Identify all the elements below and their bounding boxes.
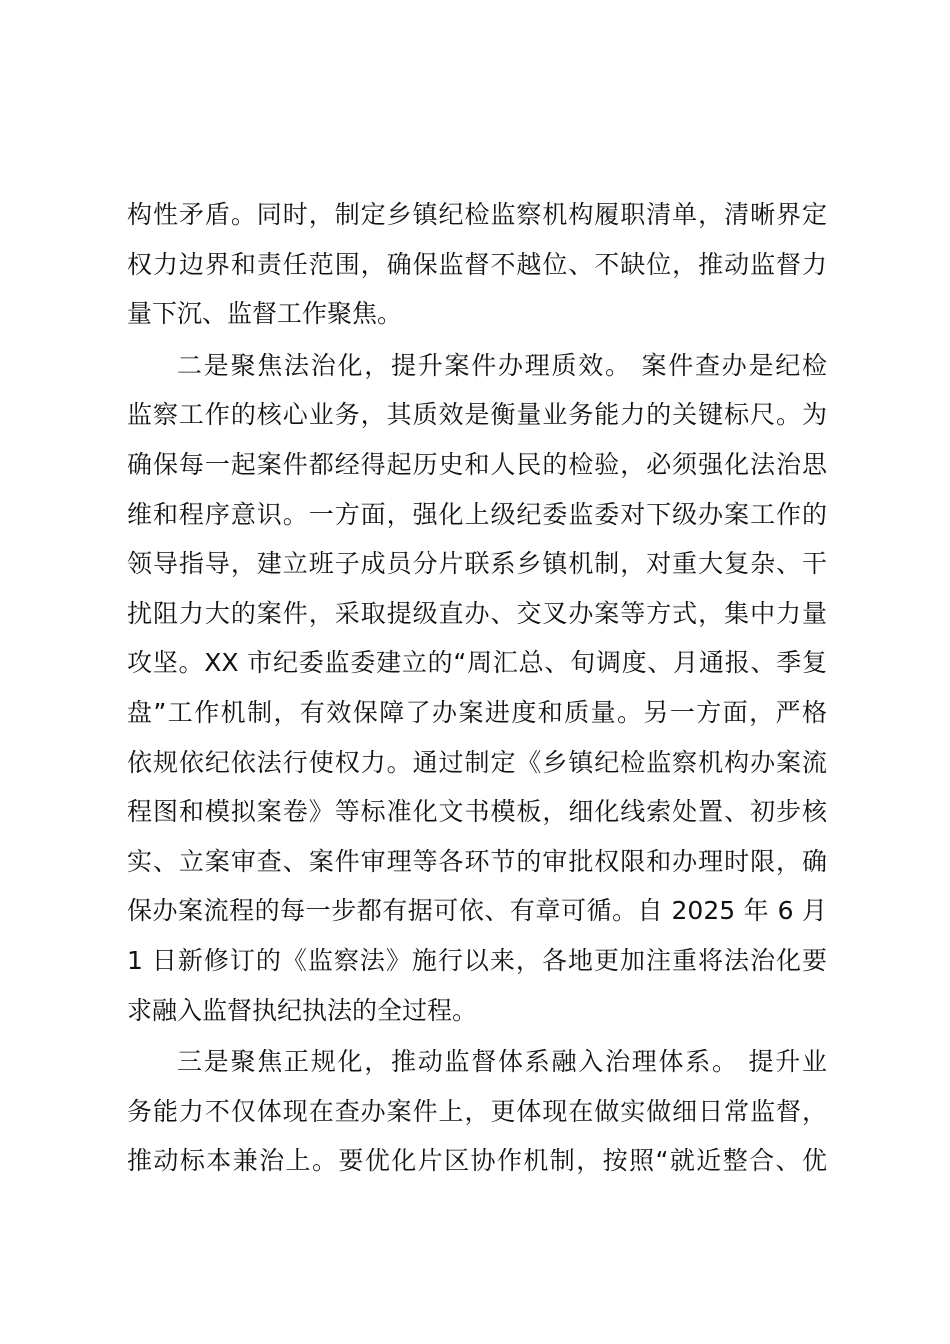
text-line: 实、立案审查、案件审理等各环节的审批权限和办理时限，确 (127, 846, 827, 876)
text-line: 扰阻力大的案件，采取提级直办、交叉办案等方式，集中力量 (127, 598, 827, 628)
text-line: 量下沉、监督工作聚焦。 (127, 299, 403, 329)
text-line: 确保每一起案件都经得起历史和人民的检验，必须强化法治思 (127, 449, 827, 479)
text-line: 求融入监督执纪执法的全过程。 (127, 995, 478, 1025)
text-line: 依规依纪依法行使权力。通过制定《乡镇纪检监察机构办案流 (127, 747, 827, 777)
paragraph-3 (127, 1037, 827, 1186)
text-line: 二是聚焦法治化，提升案件办理质效。 案件查办是纪检 (177, 350, 827, 380)
text-line: 权力边界和责任范围，确保监督不越位、不缺位，推动监督力 (127, 249, 827, 279)
paragraph-2 (127, 341, 827, 1035)
text-line: 盘”工作机制，有效保障了办案进度和质量。另一方面，严格 (127, 697, 827, 727)
text-line: 保办案流程的每一步都有据可依、有章可循。自 2025 年 6 月 (127, 896, 827, 926)
paragraph-1 (127, 190, 827, 339)
text-line: 1 日新修订的《监察法》施行以来，各地更加注重将法治化要 (127, 945, 827, 975)
text-line: 程图和模拟案卷》等标准化文书模板，细化线索处置、初步核 (127, 797, 827, 827)
text-line: 构性矛盾。同时，制定乡镇纪检监察机构履职清单，清晰界定 (127, 200, 827, 229)
text-line: 维和程序意识。一方面，强化上级纪委监委对下级办案工作的 (127, 499, 827, 529)
text-line: 监察工作的核心业务，其质效是衡量业务能力的关键标尺。为 (127, 400, 827, 430)
text-line: 三是聚焦正规化，推动监督体系融入治理体系。 提升业 (177, 1047, 827, 1077)
text-line: 务能力不仅体现在查办案件上，更体现在做实做细日常监督， (127, 1096, 827, 1126)
text-line: 推动标本兼治上。要优化片区协作机制，按照“就近整合、优 (127, 1146, 827, 1176)
text-line: 攻坚。XX 市纪委监委建立的“周汇总、旬调度、月通报、季复 (127, 648, 827, 678)
body-text (127, 190, 827, 1186)
text-line: 领导指导，建立班子成员分片联系乡镇机制，对重大复杂、干 (127, 549, 827, 579)
